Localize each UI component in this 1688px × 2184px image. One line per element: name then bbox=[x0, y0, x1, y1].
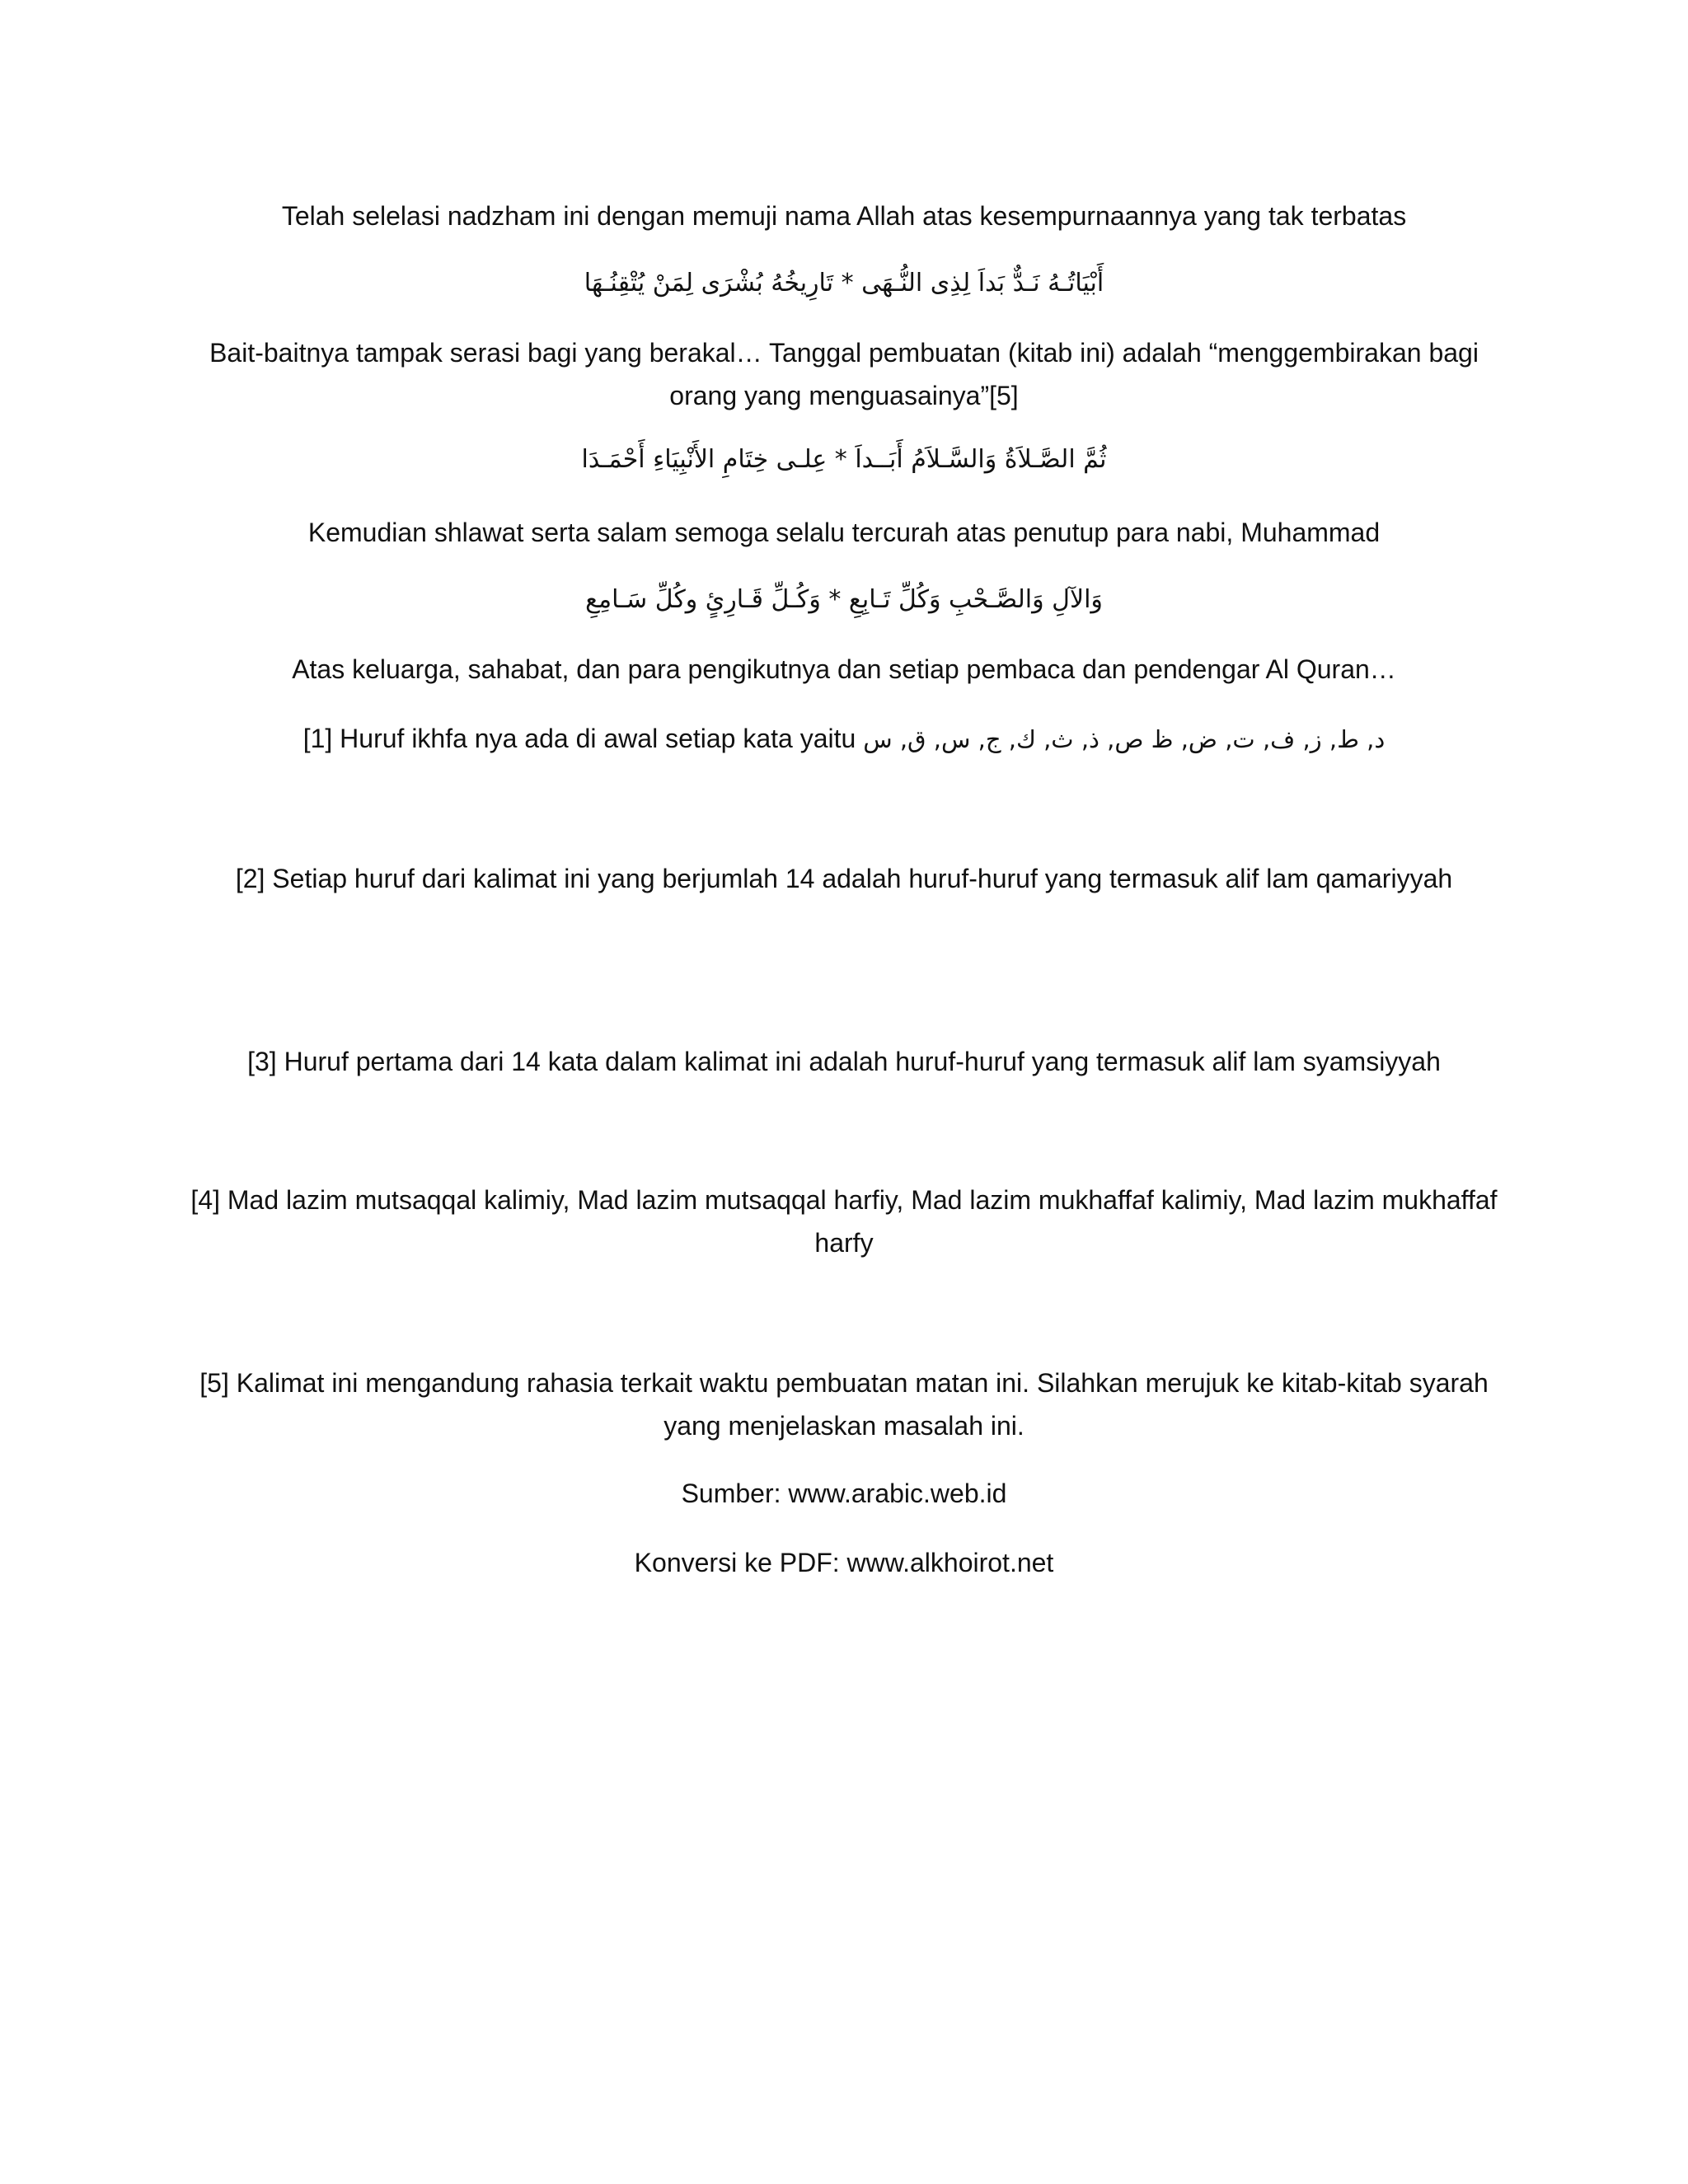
footnote-1-content bbox=[303, 717, 1386, 761]
arabic-verse-2: ثُمَّ الصَّـلاَةُ وَالسَّـلاَمُ أَبَــداَ * عِلـى خِتَامِ الأَنْبِيَاءِ أَحْمَـدَا bbox=[581, 445, 1107, 474]
footnote-4: [4] Mad lazim mutsaqqal kalimiy, Mad lazim mutsaqqal harfiy, Mad lazim mukhaffaf kalimiy, Mad lazim mukhaffaf harfy bbox=[190, 1185, 1498, 1258]
translation-line-2: Bait-baitnya tampak serasi bagi yang berakal… Tanggal pembuatan (kitab ini) adalah “menggembirakan bagi orang yang menguasainya”[5] bbox=[209, 338, 1479, 410]
footnote-3: [3] Huruf pertama dari 14 kata dalam kalimat ini adalah huruf-huruf yang termasuk alif lam syamsiyyah bbox=[247, 1047, 1441, 1076]
translation-line-4: Atas keluarga, sahabat, dan para pengikutnya dan setiap pembaca dan pendengar Al Quran… bbox=[292, 654, 1396, 684]
footnote-2: [2] Setiap huruf dari kalimat ini yang berjumlah 14 adalah huruf-huruf yang termasuk alif lam qamariyyah bbox=[235, 864, 1453, 893]
arabic-verse-1: أَبْيَاتُـهُ نَـدٌّ بَداَ لِذِى النُّـهَى * تَارِيخُهُ بُشْرَى لِمَنْ يُتْقِنُـهَا bbox=[584, 269, 1104, 298]
arabic-verse-3: وَالآلِ وَالصَّـحْبِ وَكُلِّ تَـابِعِ * وَكُـلِّ قَـارِئٍ وكُلِّ سَـامِعِ bbox=[585, 585, 1103, 614]
footnote-5: [5] Kalimat ini mengandung rahasia terkait waktu pembuatan matan ini. Silahkan merujuk ke kitab-kitab syarah yang menjelaskan masalah ini. bbox=[199, 1368, 1489, 1441]
pdf-conversion-line: Konversi ke PDF: www.alkhoirot.net bbox=[634, 1548, 1054, 1577]
source-line: Sumber: www.arabic.web.id bbox=[681, 1479, 1007, 1508]
translation-line-3: Kemudian shlawat serta salam semoga selalu tercurah atas penutup para nabi, Muhammad bbox=[307, 518, 1381, 547]
footnote-1-arabic-letters: د, ط, ز, ف, ت, ض, ظ ص, ذ, ث, ك, ج, س, ق, س bbox=[863, 725, 1386, 753]
footnote-1-text: [1] Huruf ikhfa nya ada di awal setiap kata yaitu bbox=[302, 724, 864, 753]
translation-line-1: Telah selelasi nadzham ini dengan memuji nama Allah atas kesempurnaannya yang tak terbatas bbox=[281, 201, 1407, 231]
footnote-1 bbox=[181, 717, 1507, 761]
